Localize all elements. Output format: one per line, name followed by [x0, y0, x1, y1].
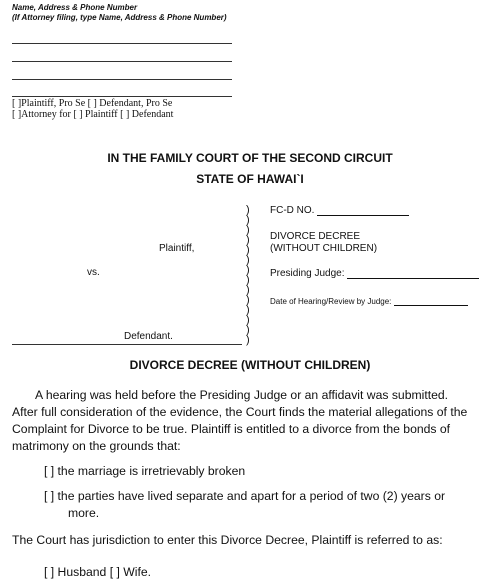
preparer-heading-line2: (If Attorney filing, type Name, Address & Phone Number) — [12, 13, 227, 22]
defendant-underline[interactable] — [12, 344, 242, 345]
case-number-blank[interactable] — [317, 205, 409, 216]
hearing-date-blank[interactable] — [394, 296, 468, 306]
court-state: STATE OF HAWAI`I — [196, 172, 304, 186]
preparer-line-3[interactable] — [12, 79, 232, 80]
plaintiff-role-options[interactable]: [ ] Husband [ ] Wife. — [44, 565, 152, 579]
jurisdiction-statement: The Court has jurisdiction to enter this Divorce Decree, Plaintiff is referred to as: — [12, 533, 443, 547]
plaintiff-label: Plaintiff, — [159, 243, 195, 254]
filer-type-row-2[interactable]: [ ]Attorney for [ ] Plaintiff [ ] Defendant — [12, 109, 174, 120]
findings-line-2: After full consideration of the evidence, the Court finds the material allegations of the — [12, 405, 468, 419]
preparer-heading — [12, 3, 227, 23]
filer-type-row-1[interactable]: [ ]Plaintiff, Pro Se [ ] Defendant, Pro Se — [12, 98, 173, 109]
findings-line-4: matrimony on the grounds that: — [12, 439, 181, 453]
ground-option-separated-line-2: more. — [68, 506, 100, 520]
ground-option-separated-line-1: [ ] the parties have lived separate and apart for a period of two (2) years or — [44, 489, 446, 503]
preparer-line-1[interactable] — [12, 43, 232, 44]
presiding-judge-blank[interactable] — [347, 268, 479, 279]
versus-label: vs. — [87, 267, 100, 278]
defendant-label: Defendant. — [124, 331, 173, 342]
preparer-heading-line1: Name, Address & Phone Number — [12, 3, 138, 12]
presiding-judge-field[interactable] — [270, 268, 479, 279]
caption-parentheses: ) ) ) ) ) ) ) ) ) ) ) ) ) ) — [246, 204, 250, 346]
case-number-field[interactable] — [270, 205, 409, 216]
hearing-date-label: Date of Hearing/Review by Judge: — [270, 297, 392, 306]
document-title-line-2: (WITHOUT CHILDREN) — [270, 243, 378, 254]
preparer-line-2[interactable] — [12, 61, 232, 62]
document-title-line-1: DIVORCE DECREE — [270, 231, 361, 242]
findings-line-1: A hearing was held before the Presiding Judge or an affidavit was submitted. — [35, 388, 449, 402]
ground-option-irretrievably-broken[interactable]: [ ] the marriage is irretrievably broken — [44, 464, 246, 478]
findings-paragraph — [12, 387, 490, 455]
decree-title: DIVORCE DECREE (WITHOUT CHILDREN) — [129, 358, 371, 372]
findings-line-3: Complaint for Divorce to be true. Plaintiff is entitled to a divorce from the bonds of — [12, 422, 451, 436]
ground-option-separated-two-years[interactable] — [44, 488, 445, 522]
preparer-line-4[interactable] — [12, 96, 232, 97]
hearing-date-field[interactable] — [270, 296, 468, 306]
presiding-judge-label: Presiding Judge: — [270, 268, 345, 279]
court-name: IN THE FAMILY COURT OF THE SECOND CIRCUIT — [107, 151, 393, 165]
case-number-label: FC-D NO. — [270, 205, 315, 216]
